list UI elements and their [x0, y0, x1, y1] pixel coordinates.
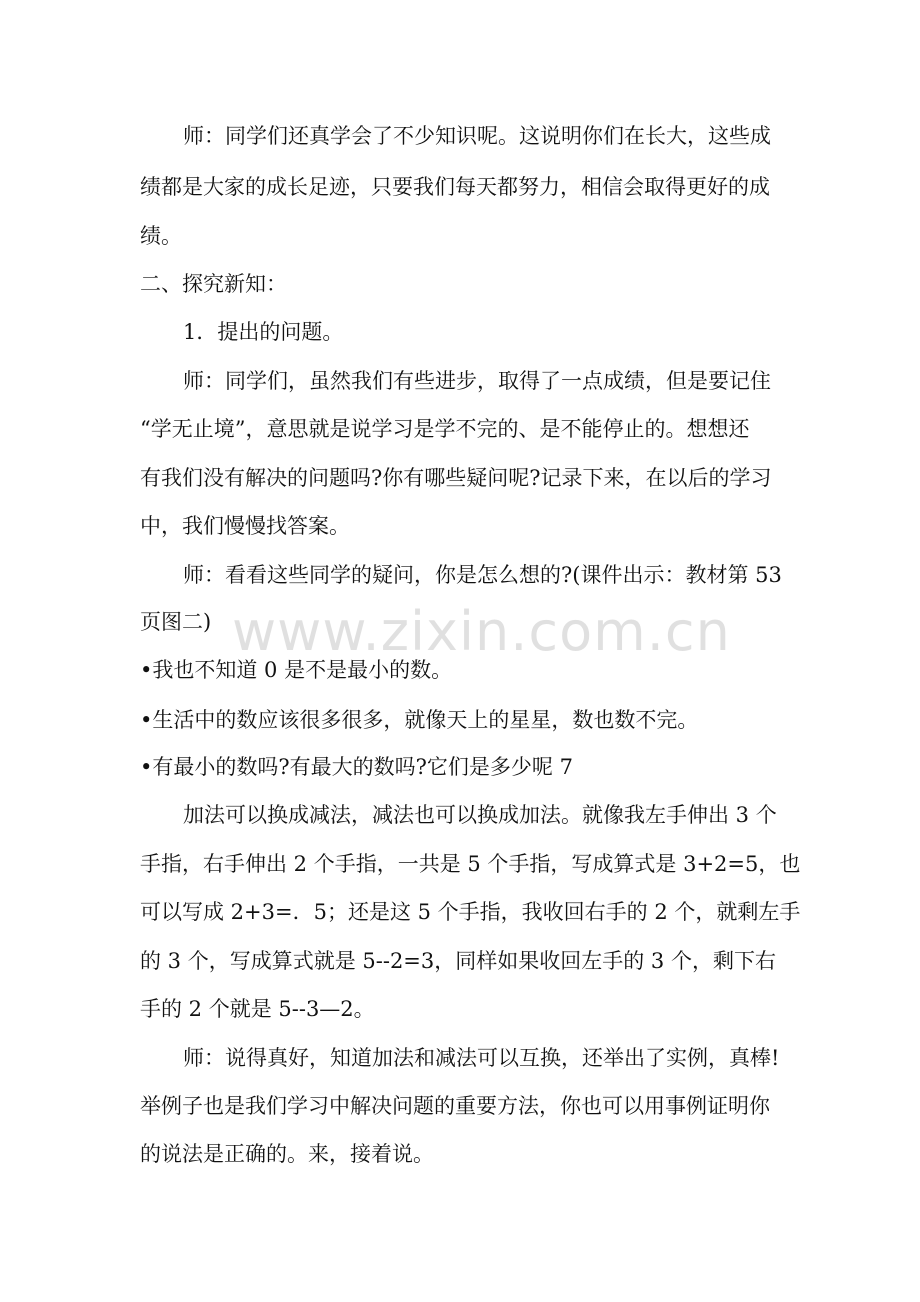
paragraph-line: 绩。 — [140, 224, 182, 248]
paragraph-line: 中，我们慢慢找答案。 — [140, 514, 350, 538]
paragraph-line: 举例子也是我们学习中解决问题的重要方法，你也可以用事例证明你 — [140, 1094, 770, 1118]
list-item: •我也不知道 0 是不是最小的数。 — [140, 658, 453, 682]
paragraph-line: 师：说得真好，知道加法和减法可以互换，还举出了实例，真棒! — [183, 1046, 780, 1070]
list-item: •有最小的数吗?有最大的数吗?它们是多少呢 7 — [140, 755, 573, 779]
watermark: www.zixin.com.cn — [232, 600, 731, 663]
paragraph-line: 的说法是正确的。来，接着说。 — [140, 1142, 434, 1166]
paragraph-line: “学无止境”，意思就是说学习是学不完的、是不能停止的。想想还 — [140, 417, 750, 441]
section-heading: 二、探究新知： — [140, 272, 287, 296]
paragraph-line: 页图二) — [140, 610, 212, 634]
paragraph-line: 加法可以换成减法，减法也可以换成加法。就像我左手伸出 3 个 — [183, 803, 777, 827]
subsection-heading: 1．提出的问题。 — [183, 320, 344, 344]
paragraph-line: 的 3 个，写成算式就是 5--2=3，同样如果收回左手的 3 个，剩下右 — [140, 949, 776, 973]
paragraph-line: 师：同学们，虽然我们有些进步，取得了一点成绩，但是要记住 — [183, 369, 771, 393]
paragraph-line: 师：看看这些同学的疑问，你是怎么想的?(课件出示：教材第 53 — [183, 563, 782, 587]
paragraph-line: 绩都是大家的成长足迹，只要我们每天都努力，相信会取得更好的成 — [140, 175, 770, 199]
paragraph-line: 师：同学们还真学会了不少知识呢。这说明你们在长大，这些成 — [183, 124, 771, 148]
list-item: •生活中的数应该很多很多，就像天上的星星，数也数不完。 — [140, 708, 699, 732]
paragraph-line: 可以写成 2+3=．5；还是这 5 个手指，我收回右手的 2 个，就剩左手 — [140, 900, 801, 924]
paragraph-line: 手的 2 个就是 5--3—2。 — [140, 997, 375, 1021]
paragraph-line: 手指，右手伸出 2 个手指，一共是 5 个手指，写成算式是 3+2=5，也 — [140, 852, 801, 876]
paragraph-line: 有我们没有解决的问题吗?你有哪些疑问呢?记录下来，在以后的学习 — [140, 466, 772, 490]
